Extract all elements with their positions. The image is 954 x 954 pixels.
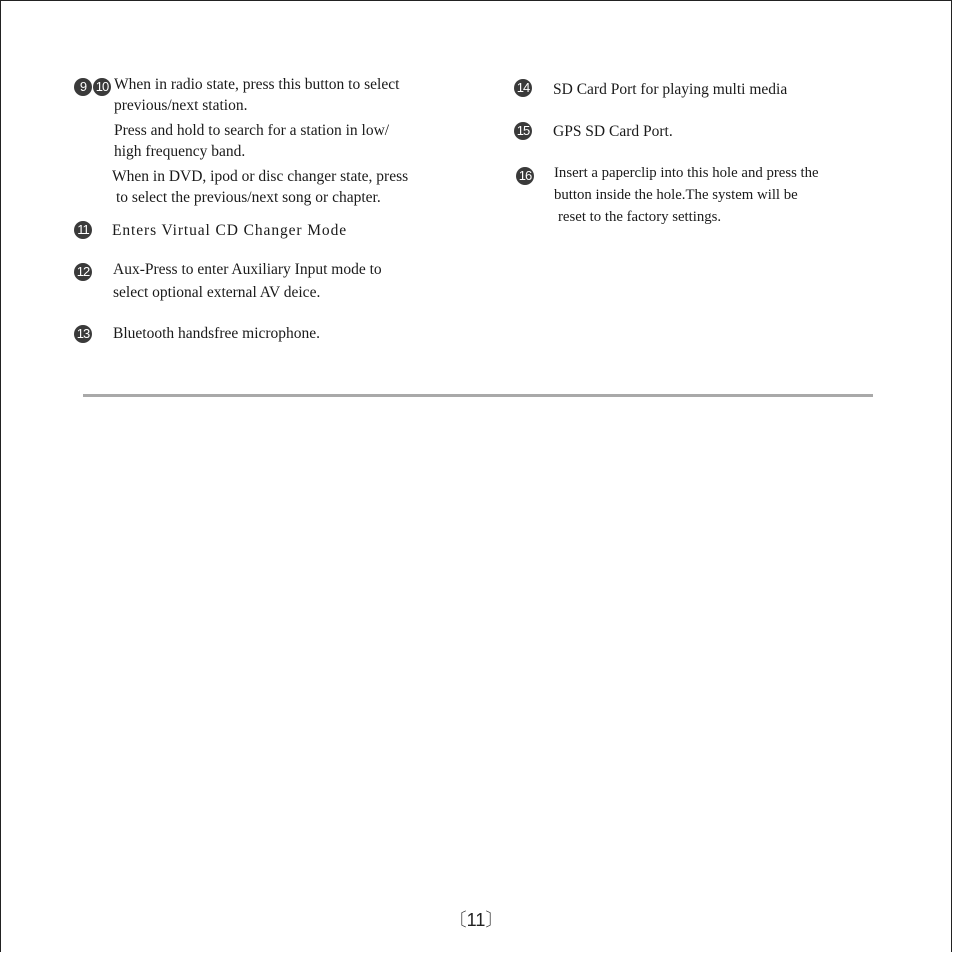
item-15-line1: GPS SD Card Port. bbox=[553, 123, 673, 140]
item-9-10-line3: Press and hold to search for a station in low/ bbox=[114, 122, 390, 139]
item-16-line1: Insert a paperclip into this hole and press the bbox=[554, 165, 819, 181]
badge-12: 12 bbox=[74, 263, 92, 281]
item-9-10-line2: previous/next station. bbox=[114, 97, 248, 114]
badge-16: 16 bbox=[516, 167, 534, 185]
badge-15: 15 bbox=[514, 122, 532, 140]
badge-10: 10 bbox=[93, 78, 111, 96]
badge-14: 14 bbox=[514, 79, 532, 97]
page-number: 〔11〕 bbox=[448, 910, 504, 930]
badge-11: 11 bbox=[74, 221, 92, 239]
item-12-line1: Aux-Press to enter Auxiliary Input mode to bbox=[113, 261, 382, 278]
item-12-line2: select optional external AV deice. bbox=[113, 284, 321, 301]
item-9-10-line1: When in radio state, press this button to select bbox=[114, 76, 400, 93]
badge-13: 13 bbox=[74, 325, 92, 343]
item-13-line1: Bluetooth handsfree microphone. bbox=[113, 325, 321, 342]
item-9-10-line6: to select the previous/next song or chapter. bbox=[116, 189, 381, 206]
item-16-line2: button inside the hole.The system will be bbox=[554, 187, 798, 203]
badge-9: 9 bbox=[74, 78, 92, 96]
item-9-10-line5: When in DVD, ipod or disc changer state, press bbox=[112, 168, 409, 185]
item-9-10-line4: high frequency band. bbox=[114, 143, 246, 160]
item-14-line1: SD Card Port for playing multi media bbox=[553, 81, 788, 98]
item-16-line3: reset to the factory settings. bbox=[558, 209, 722, 225]
item-11-line1: Enters Virtual CD Changer Mode bbox=[112, 222, 347, 239]
section-divider bbox=[83, 394, 873, 397]
